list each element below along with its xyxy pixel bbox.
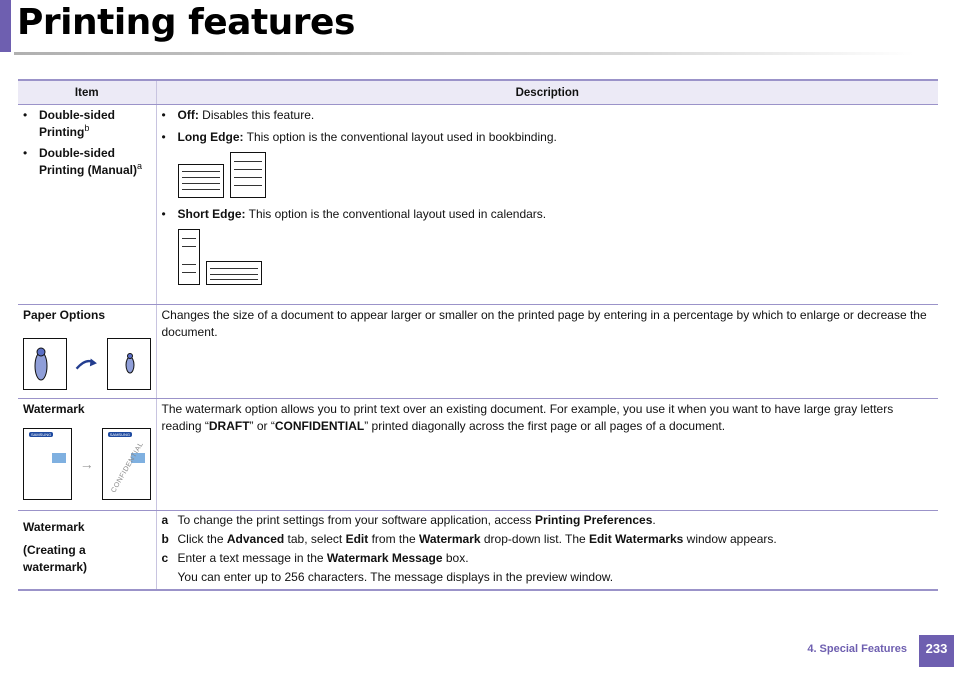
item-label: Watermark (23, 520, 85, 534)
option-long-edge: Long Edge: This option is the conventional layout used in bookbinding. (177, 130, 557, 144)
footer-section-label: 4. Special Features (807, 643, 907, 655)
item-label: Double-sided Printing$^b$ (39, 108, 116, 139)
arrow-right-icon: → (79, 455, 94, 472)
option-short-edge: Short Edge: This option is the conventional layout used in calendars. (177, 207, 547, 221)
table-header-row (18, 80, 938, 105)
document-page-icon (23, 428, 72, 500)
scale-illustration (23, 338, 151, 390)
table-row (18, 105, 938, 305)
page-icon (230, 152, 266, 198)
scaled-page-icon (107, 338, 151, 390)
long-edge-illustration (178, 152, 931, 198)
features-table (18, 79, 938, 591)
item-label: Double-sided Printing (Manual)$^a$ (39, 146, 143, 177)
page-icon (178, 229, 200, 285)
item-label: Paper Options (23, 308, 106, 322)
description-cell: The watermark option allows you to print text over an existing document. For example, you use it when you want to have large gray letters reading “DRAFT” or “CONFIDENTIAL” printed diagonally across the first page or all pages of a document. (156, 399, 938, 511)
item-cell (18, 511, 156, 590)
item-label: Watermark (23, 402, 85, 416)
step-a: a To change the print settings from your software application, access Printing Preferences. (161, 513, 656, 527)
samsung-logo: SAMSUNG (31, 432, 52, 437)
table-row (18, 511, 938, 590)
description-cell: Changes the size of a document to appear larger or smaller on the printed page by entering in a percentage by which to enlarge or decrease the document. (156, 305, 938, 399)
item-cell: • Double-sided Printing$^b$ • Double-sided Printing (Manual)$^a$ (18, 105, 156, 305)
description-cell (156, 511, 938, 590)
item-cell (18, 399, 156, 511)
original-page-icon (23, 338, 67, 390)
watermarked-page-icon: SAMSUNG CONFIDENTIAL (102, 428, 151, 500)
page-number-badge: 233 (919, 635, 954, 667)
arrow-right-icon (75, 354, 99, 374)
title-divider (14, 52, 914, 55)
page-title: Printing features (17, 2, 355, 43)
watermark-preview-text: CONFIDENTIAL (110, 440, 145, 495)
item-cell (18, 305, 156, 399)
table-row (18, 399, 938, 511)
column-header-description: Description (156, 80, 938, 105)
header-accent-bar (0, 0, 11, 52)
large-figure-icon (24, 339, 66, 389)
page-icon (206, 261, 262, 285)
item-sublabel: (Creating a watermark) (23, 543, 88, 574)
short-edge-illustration (178, 229, 931, 285)
step-c: c Enter a text message in the Watermark Message box. (161, 551, 469, 565)
description-cell: • Off: Disables this feature. • Long Edge: This option is the conventional layout used in bookbinding. • Short Edge: This option is the conventional layout used in calendars. (156, 105, 938, 305)
option-off: Off: Disables this feature. (177, 108, 315, 122)
page-icon (178, 164, 224, 198)
step-c-note: You can enter up to 256 characters. The message displays in the preview window. (177, 570, 614, 584)
step-b: b Click the Advanced tab, select Edit from the Watermark drop-down list. The Edit Watermarks window appears. (161, 532, 777, 546)
watermark-illustration (23, 428, 151, 500)
small-figure-icon (108, 339, 150, 389)
table-row (18, 305, 938, 399)
column-header-item: Item (18, 80, 156, 105)
